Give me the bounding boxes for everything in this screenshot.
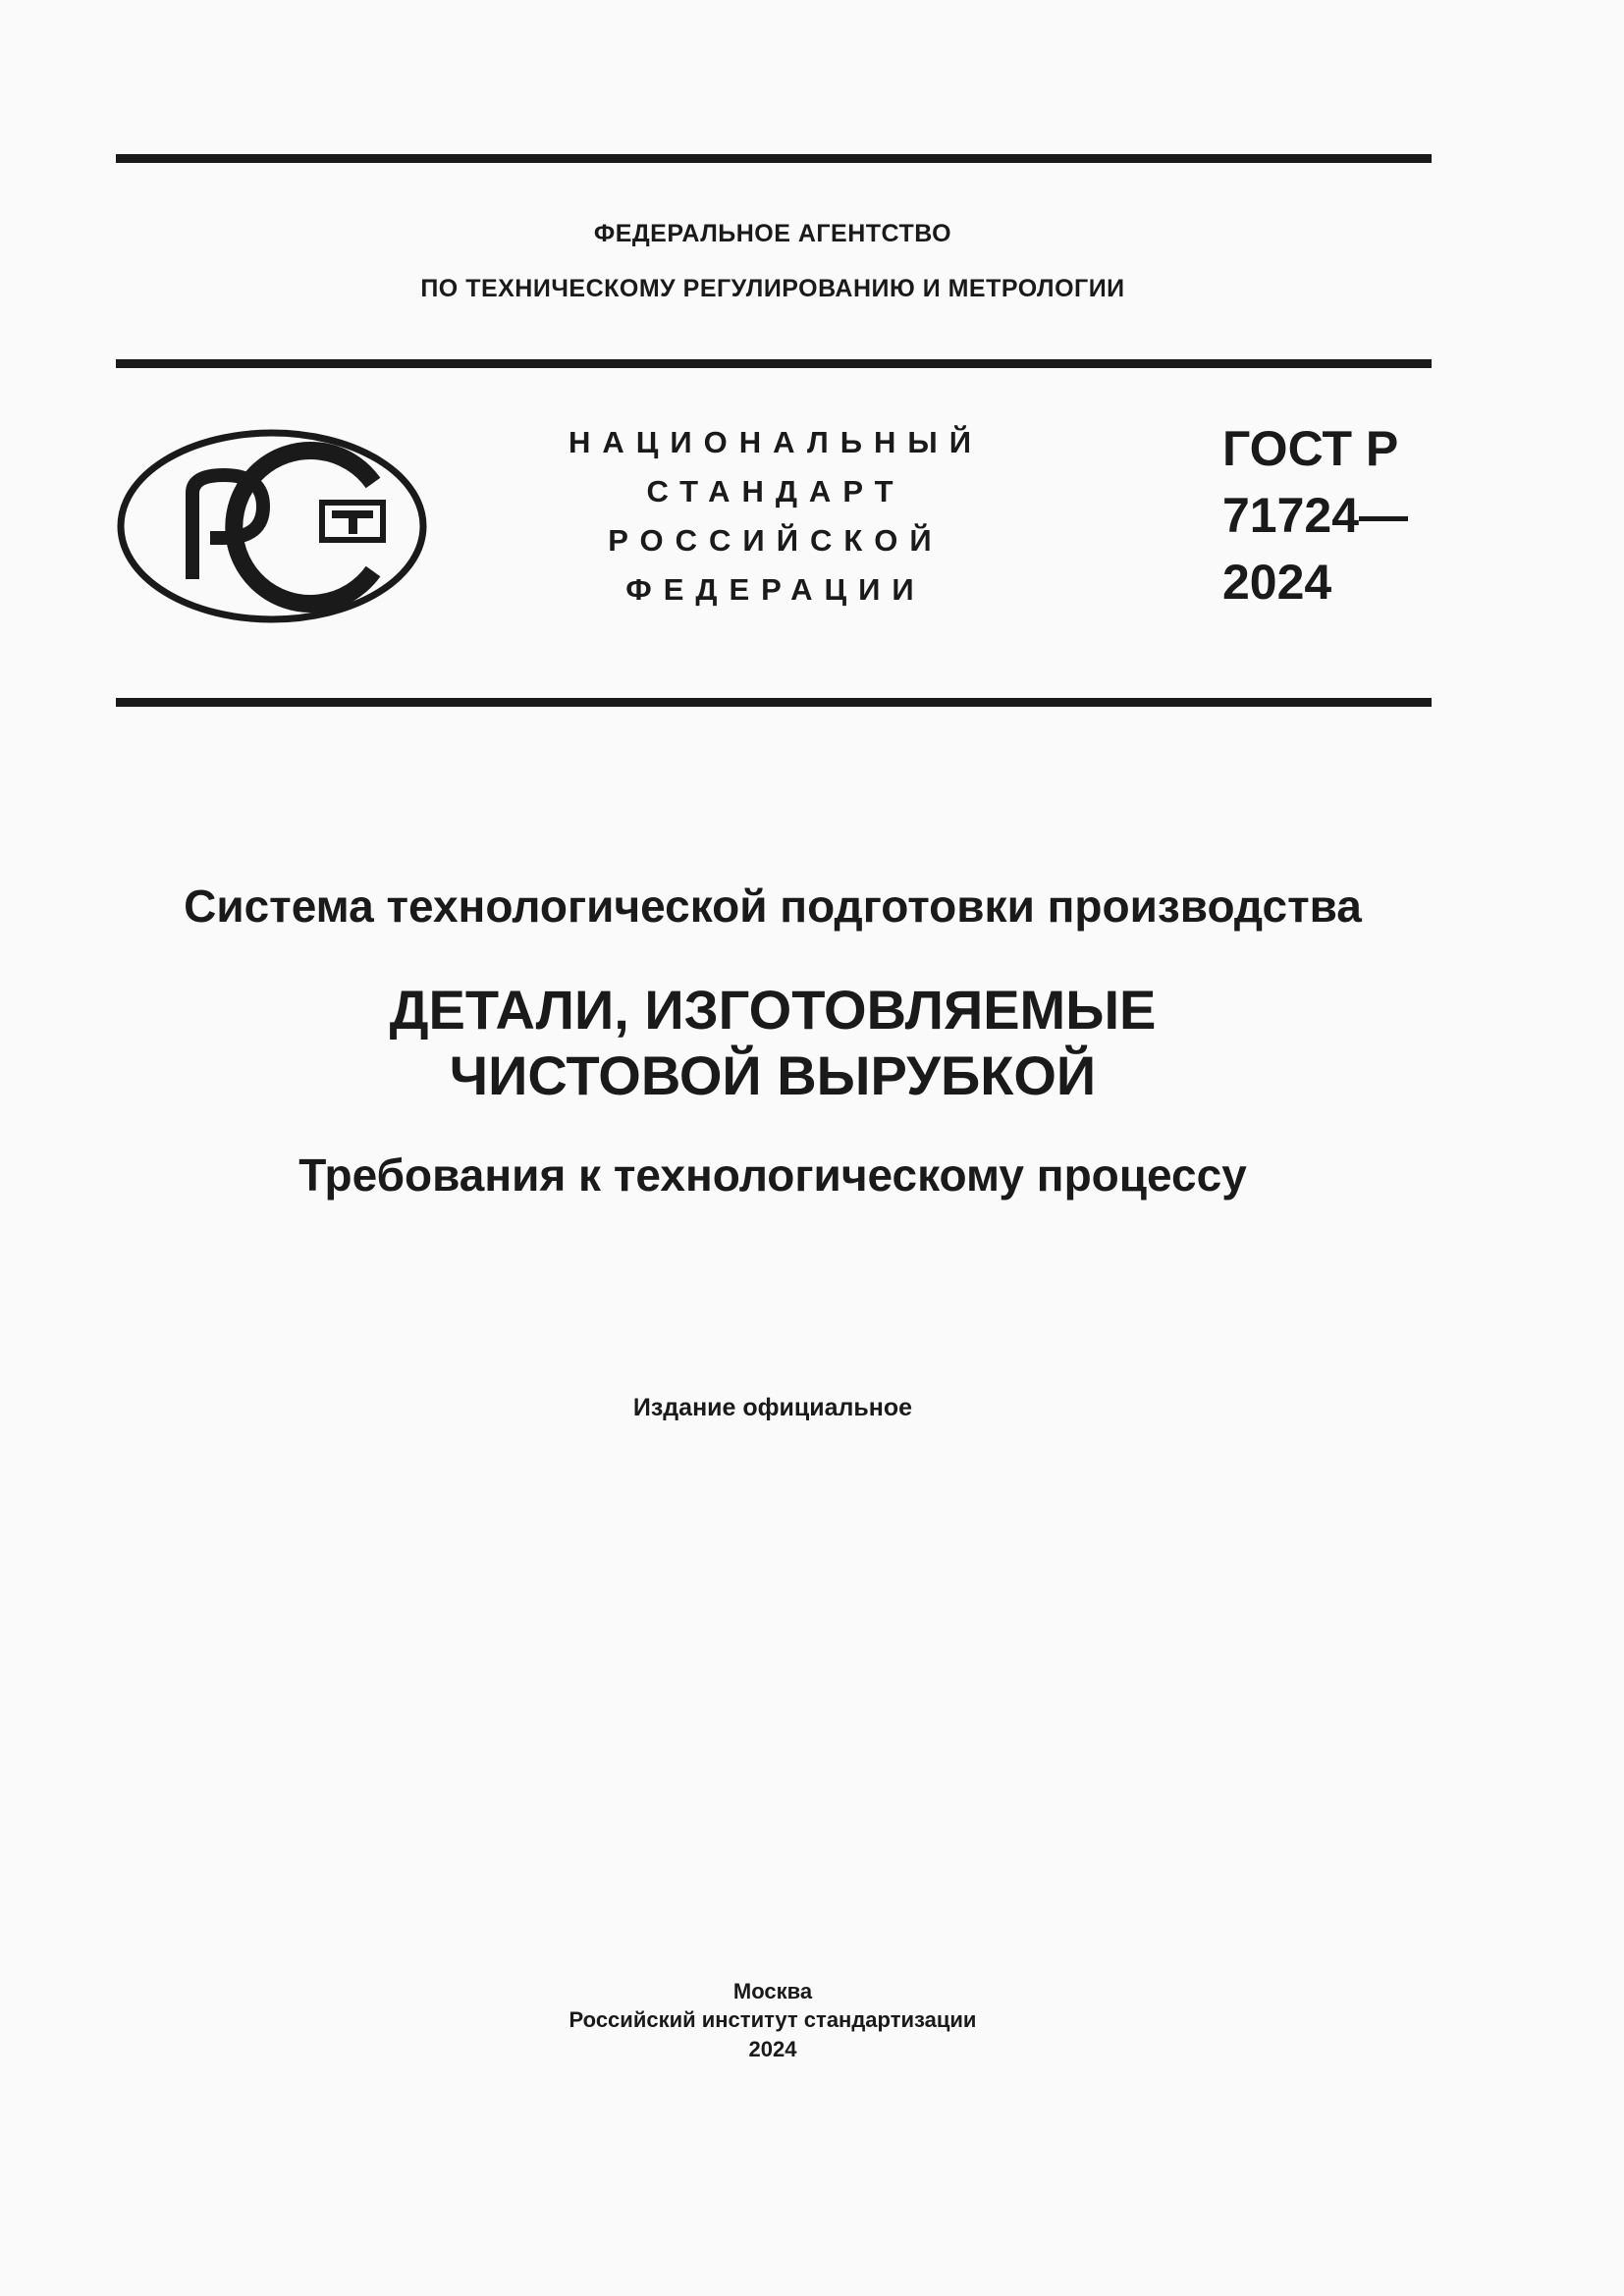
rst-logo-icon: [116, 428, 428, 629]
agency-name-line1: ФЕДЕРАЛЬНОЕ АГЕНТСТВО: [593, 220, 952, 247]
series-title: Система технологической подготовки производства: [184, 881, 1362, 932]
imprint-publisher: Российский институт стандартизации: [568, 2007, 977, 2032]
edition-note: Издание официальное: [632, 1394, 913, 1421]
document-subtitle: Требования к технологическому процессу: [298, 1149, 1247, 1201]
imprint-year: 2024: [748, 2037, 797, 2061]
top-rule: [116, 154, 1432, 163]
logo-section-rule: [116, 698, 1432, 707]
standard-code-line2: 71724—: [1222, 488, 1409, 543]
header-rule: [116, 359, 1432, 368]
imprint-city: Москва: [732, 1979, 813, 2003]
document-title-line1: ДЕТАЛИ, ИЗГОТОВЛЯЕМЫЕ: [389, 979, 1157, 1041]
national-standard-line2: СТАНДАРТ: [646, 474, 905, 508]
standard-code-line1: ГОСТ Р: [1222, 421, 1399, 476]
national-standard-line4: ФЕДЕРАЦИИ: [625, 572, 926, 607]
agency-name-line2: ПО ТЕХНИЧЕСКОМУ РЕГУЛИРОВАНИЮ И МЕТРОЛОГИИ: [420, 275, 1125, 302]
document-title-line2: ЧИСТОВОЙ ВЫРУБКОЙ: [449, 1044, 1097, 1106]
standard-code-line3: 2024: [1222, 555, 1332, 610]
national-standard-line3: РОССИЙСКОЙ: [608, 523, 944, 558]
national-standard-line1: НАЦИОНАЛЬНЫЙ: [568, 425, 984, 459]
